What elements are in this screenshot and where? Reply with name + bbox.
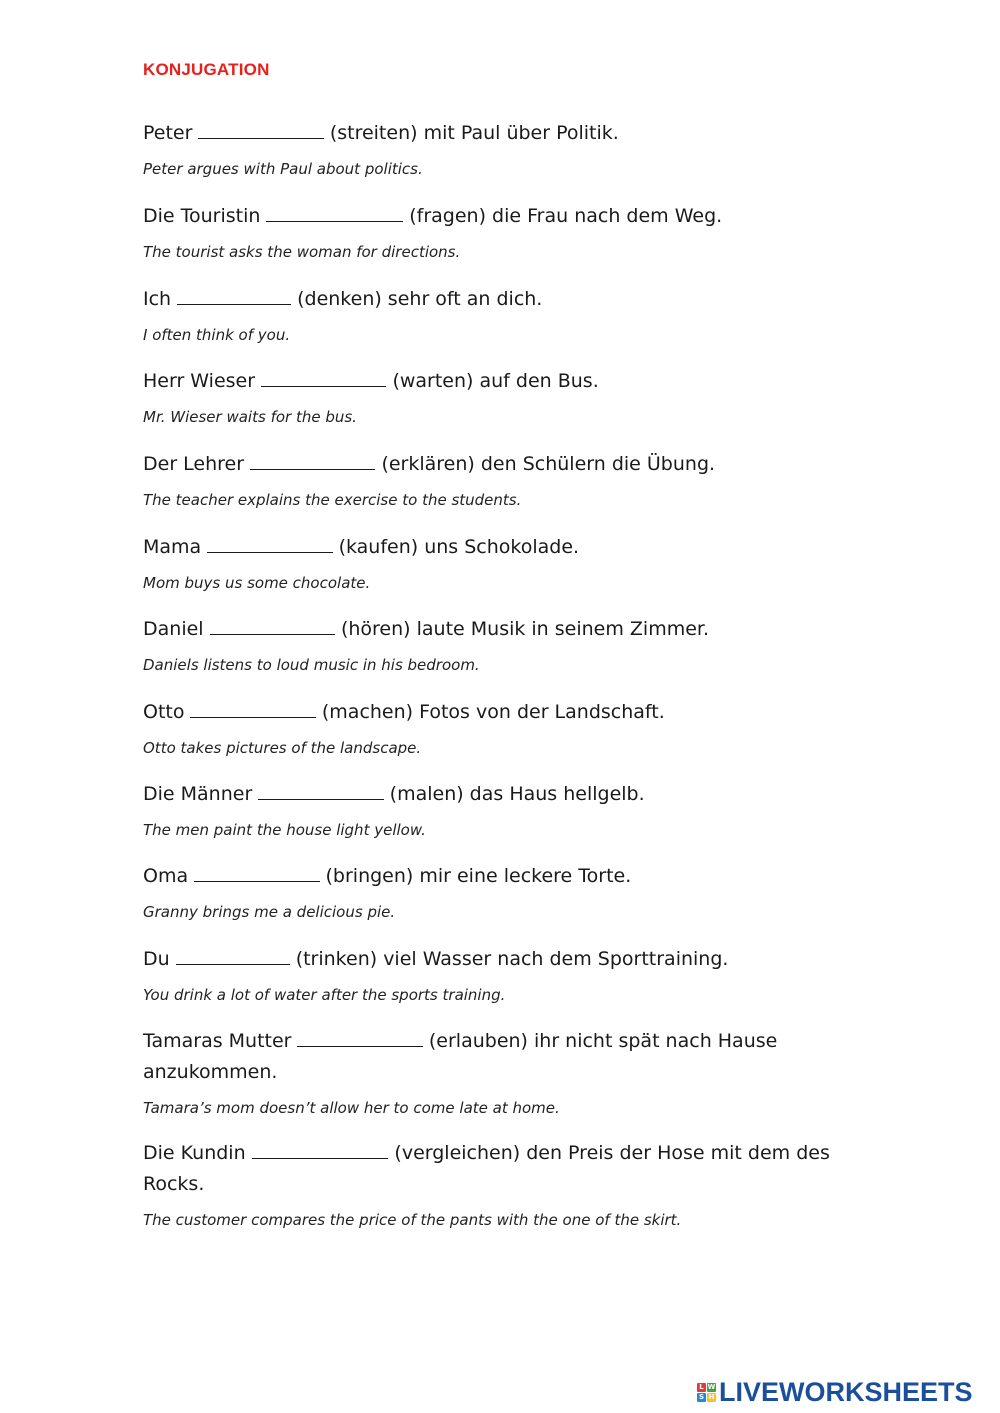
- sentence-translation: I often think of you.: [143, 326, 291, 344]
- exercise-sentence: [143, 614, 843, 645]
- answer-blank[interactable]: [266, 204, 403, 222]
- exercise-sentence: [143, 366, 843, 397]
- answer-blank[interactable]: [261, 369, 386, 387]
- exercise-sentence: [143, 861, 843, 892]
- logo-tile: H: [708, 1393, 715, 1401]
- sentence-translation: The teacher explains the exercise to the students.: [143, 491, 522, 509]
- sentence-rest: (bringen) mir eine leckere Torte.: [325, 865, 632, 887]
- exercise-item: [143, 779, 843, 840]
- sentence-rest: (streiten) mit Paul über Politik.: [329, 122, 619, 144]
- sentence-translation: Mr. Wieser waits for the bus.: [143, 408, 357, 426]
- sentence-subject: Herr Wieser: [143, 370, 256, 392]
- sentence-rest: (kaufen) uns Schokolade.: [338, 536, 580, 558]
- exercise-item: [143, 614, 843, 675]
- sentence-subject: Otto: [143, 701, 185, 723]
- answer-blank[interactable]: [198, 121, 323, 139]
- sentence-subject: Der Lehrer: [143, 453, 245, 475]
- sentence-translation: Granny brings me a delicious pie.: [143, 903, 396, 921]
- sentence-subject: Daniel: [143, 618, 204, 640]
- sentence-subject: Die Touristin: [143, 205, 261, 227]
- exercise-sentence: [143, 1026, 843, 1088]
- answer-blank[interactable]: [258, 782, 383, 800]
- exercise-item: [143, 118, 843, 179]
- exercise-sentence: [143, 118, 843, 149]
- sentence-subject: Oma: [143, 865, 189, 887]
- exercise-sentence: [143, 779, 843, 810]
- page-title: KONJUGATION: [143, 60, 270, 79]
- sentence-subject: Du: [143, 948, 170, 970]
- sentence-rest: (malen) das Haus hellgelb.: [389, 783, 645, 805]
- exercise-item: [143, 532, 843, 593]
- sentence-subject: Die Kundin: [143, 1142, 246, 1164]
- sentence-rest: (erklären) den Schülern die Übung.: [381, 453, 716, 475]
- exercise-item: [143, 201, 843, 262]
- exercise-sentence: [143, 532, 843, 563]
- answer-blank[interactable]: [210, 617, 335, 635]
- sentence-translation: Peter argues with Paul about politics.: [143, 160, 423, 178]
- liveworksheets-logo-icon: [697, 1383, 716, 1402]
- sentence-translation: Daniels listens to loud music in his bedroom.: [143, 656, 480, 674]
- answer-blank[interactable]: [297, 1029, 422, 1047]
- exercise-item: [143, 861, 843, 922]
- sentence-rest: (erlauben) ihr nicht spät nach Hause anzukommen.: [143, 1030, 778, 1083]
- exercise-item: [143, 944, 843, 1005]
- sentence-subject: Peter: [143, 122, 193, 144]
- exercise-sentence: [143, 1138, 843, 1200]
- sentence-translation: Tamara’s mom doesn’t allow her to come late at home.: [143, 1099, 560, 1117]
- sentence-subject: Ich: [143, 288, 172, 310]
- sentence-rest: (fragen) die Frau nach dem Weg.: [409, 205, 723, 227]
- exercise-item: [143, 366, 843, 427]
- exercise-item: [143, 697, 843, 758]
- exercise-sentence: [143, 697, 843, 728]
- answer-blank[interactable]: [252, 1141, 389, 1159]
- sentence-translation: Otto takes pictures of the landscape.: [143, 739, 422, 757]
- logo-tile: W: [707, 1383, 716, 1391]
- exercise-sentence: [143, 201, 843, 232]
- exercise-item: [143, 1026, 843, 1118]
- sentence-subject: Mama: [143, 536, 202, 558]
- answer-blank[interactable]: [250, 452, 375, 470]
- answer-blank[interactable]: [176, 947, 290, 965]
- answer-blank[interactable]: [194, 864, 319, 882]
- exercise-item: [143, 284, 843, 345]
- exercise-item: [143, 1138, 843, 1230]
- sentence-subject: Die Männer: [143, 783, 253, 805]
- sentence-translation: You drink a lot of water after the sports training.: [143, 986, 506, 1004]
- sentence-subject: Tamaras Mutter: [143, 1030, 292, 1052]
- answer-blank[interactable]: [207, 535, 332, 553]
- sentence-rest: (machen) Fotos von der Landschaft.: [321, 701, 665, 723]
- exercise-sentence: [143, 944, 843, 975]
- answer-blank[interactable]: [177, 287, 291, 305]
- answer-blank[interactable]: [190, 700, 315, 718]
- sentence-rest: (warten) auf den Bus.: [392, 370, 599, 392]
- exercise-item: [143, 449, 843, 510]
- sentence-translation: The tourist asks the woman for directions.: [143, 243, 461, 261]
- sentence-rest: (vergleichen) den Preis der Hose mit dem des Rocks.: [143, 1142, 830, 1195]
- logo-tile: S: [698, 1393, 705, 1401]
- exercise-sentence: [143, 449, 843, 480]
- exercise-sentence: [143, 284, 843, 315]
- sentence-rest: (denken) sehr oft an dich.: [297, 288, 543, 310]
- brand-name: LIVEWORKSHEETS: [719, 1377, 973, 1407]
- logo-tile: L: [697, 1383, 706, 1392]
- sentence-rest: (hören) laute Musik in seinem Zimmer.: [340, 618, 710, 640]
- liveworksheets-brand: [697, 1377, 973, 1408]
- sentence-translation: The men paint the house light yellow.: [143, 821, 426, 839]
- sentence-translation: Mom buys us some chocolate.: [143, 574, 371, 592]
- sentence-rest: (trinken) viel Wasser nach dem Sporttraining.: [295, 948, 729, 970]
- sentence-translation: The customer compares the price of the pants with the one of the skirt.: [143, 1211, 682, 1229]
